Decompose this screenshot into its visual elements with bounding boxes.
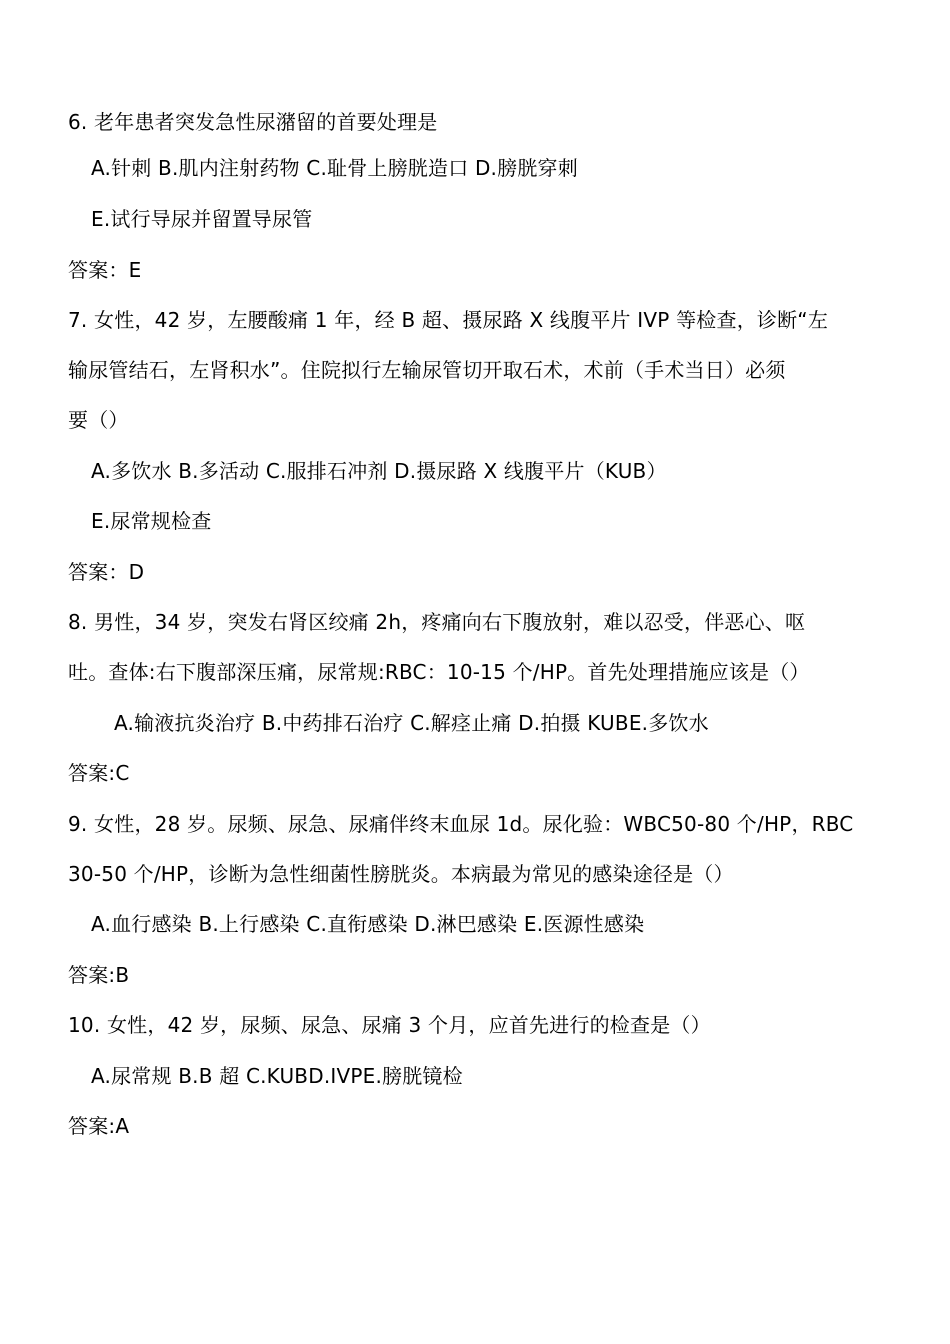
question-6-answer: 答案：E <box>68 258 142 282</box>
question-10-options: A.尿常规 B.B 超 C.KUBD.IVPE.膀胱镜检 <box>91 1064 463 1088</box>
question-8-stem-cont: 吐。查体:右下腹部深压痛，尿常规:RBC：10-15 个/HP。首先处理措施应该是（） <box>68 660 810 684</box>
question-8-answer: 答案:C <box>68 761 130 785</box>
question-9-options: A.血行感染 B.上行感染 C.直衔感染 D.淋巴感染 E.医源性感染 <box>91 912 645 936</box>
question-6-options-cont: E.试行导尿并留置导尿管 <box>91 207 313 231</box>
question-9-answer: 答案:B <box>68 963 130 987</box>
question-10-answer: 答案:A <box>68 1114 130 1138</box>
question-7-options: A.多饮水 B.多活动 C.服排石冲剂 D.摄尿路 X 线腹平片（KUB） <box>91 459 667 483</box>
question-6-options: A.针刺 B.肌内注射药物 C.耻骨上膀胱造口 D.膀胱穿刺 <box>91 156 578 180</box>
question-8-stem: 8. 男性，34 岁，突发右肾区绞痛 2h，疼痛向右下腹放射，难以忍受，伴恶心、呕 <box>68 610 806 634</box>
question-9-stem: 9. 女性，28 岁。尿频、尿急、尿痛伴终末血尿 1d。尿化验：WBC50-80 个/HP，RBC <box>68 812 854 836</box>
question-7-stem-cont-2: 要（） <box>68 408 129 432</box>
question-7-options-cont: E.尿常规检查 <box>91 509 212 533</box>
question-9-stem-cont: 30-50 个/HP，诊断为急性细菌性膀胱炎。本病最为常见的感染途径是（） <box>68 862 734 886</box>
question-10-stem: 10. 女性，42 岁，尿频、尿急、尿痛 3 个月，应首先进行的检查是（） <box>68 1013 711 1037</box>
question-7-stem-cont-1: 输尿管结石，左肾积水”。住院拟行左输尿管切开取石术，术前（手术当日）必须 <box>68 358 786 382</box>
question-6-stem: 6. 老年患者突发急性尿潴留的首要处理是 <box>68 110 438 134</box>
question-7-answer: 答案：D <box>68 560 145 584</box>
question-8-options: A.输液抗炎治疗 B.中药排石治疗 C.解痉止痛 D.拍摄 KUBE.多饮水 <box>114 711 709 735</box>
question-7-stem: 7. 女性，42 岁，左腰酸痛 1 年，经 B 超、摄尿路 X 线腹平片 IVP 等检查，诊断“左 <box>68 308 829 332</box>
